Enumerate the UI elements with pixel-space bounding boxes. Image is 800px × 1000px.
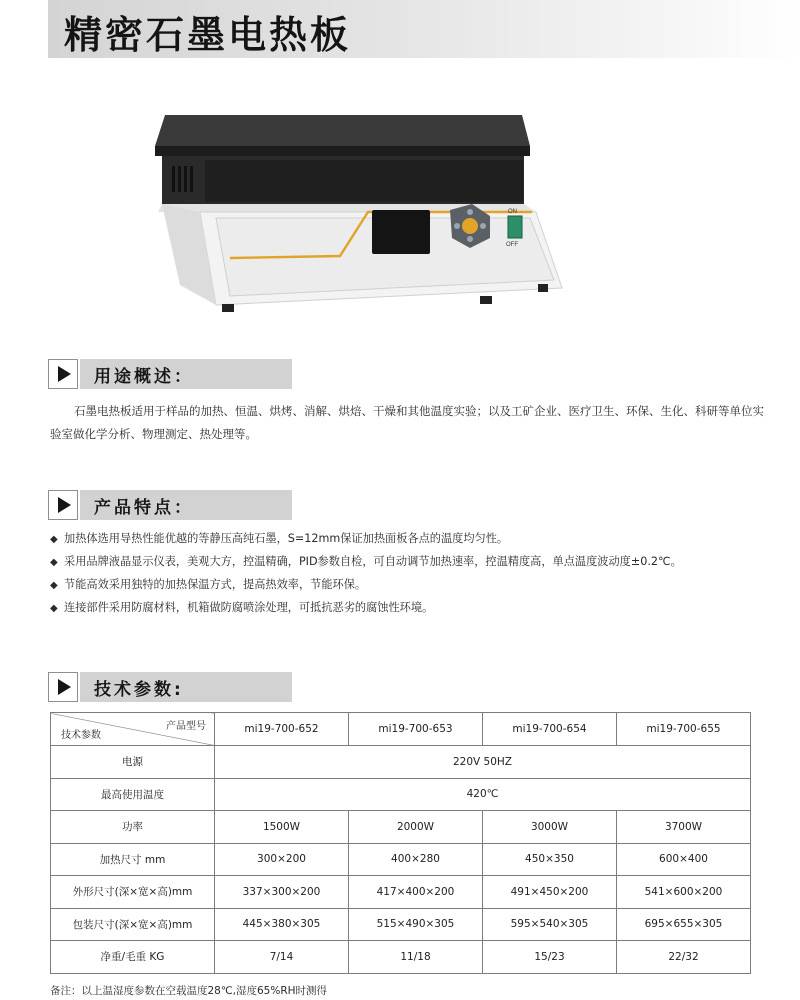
table-cell: 1500W: [215, 811, 349, 844]
table-cell: 3700W: [617, 811, 751, 844]
model-header: mi19-700-654: [483, 713, 617, 746]
model-header: mi19-700-655: [617, 713, 751, 746]
spec-table: [50, 712, 751, 974]
table-cell: 7/14: [215, 941, 349, 974]
switch-on-label: ON: [508, 209, 517, 215]
diamond-bullet-icon: ◆: [50, 534, 58, 545]
table-cell: 300×200: [215, 843, 349, 876]
corner-top-label: 产品型号: [166, 721, 206, 732]
feature-item: ◆ 加热体选用导热性能优越的等静压高纯石墨，S=12mm保证加热面板各点的温度均匀性。: [50, 528, 790, 551]
row-label: 电源: [51, 746, 215, 779]
feature-item: ◆ 连接部件采用防腐材料，机箱做防腐喷涂处理，可抵抗恶劣的腐蚀性环境。: [50, 597, 790, 620]
table-cell: 22/32: [617, 941, 751, 974]
row-label: 包装尺寸(深×宽×高)mm: [51, 908, 215, 941]
table-cell: 417×400×200: [349, 876, 483, 909]
row-label: 净重/毛重 KG: [51, 941, 215, 974]
usage-heading: 用途概述：: [94, 367, 194, 387]
features-section-header: [48, 490, 292, 520]
table-cell: 595×540×305: [483, 908, 617, 941]
usage-section-header: [48, 359, 292, 389]
row-label: 最高使用温度: [51, 778, 215, 811]
footnote: 备注：以上温湿度参数在空载温度28℃,湿度65%RH时测得: [50, 985, 328, 997]
table-header-row: [51, 713, 751, 746]
model-header: mi19-700-653: [349, 713, 483, 746]
table-row: [51, 876, 751, 909]
table-corner-cell: [51, 713, 215, 746]
table-cell: 3000W: [483, 811, 617, 844]
corner-bottom-label: 技术参数: [61, 730, 101, 741]
diamond-bullet-icon: ◆: [50, 580, 58, 591]
table-row: [51, 778, 751, 811]
feature-item: ◆ 采用品牌液晶显示仪表，美观大方，控温精确，PID参数自检，可自动调节加热速率，控温精度高，单点温度波动度±0.2℃。: [50, 551, 790, 574]
table-cell: 450×350: [483, 843, 617, 876]
table-cell: 11/18: [349, 941, 483, 974]
arrow-right-icon: [48, 359, 78, 389]
switch-off-label: OFF: [506, 242, 518, 248]
table-row: [51, 843, 751, 876]
features-list: [50, 528, 790, 620]
table-cell: 445×380×305: [215, 908, 349, 941]
diamond-bullet-icon: ◆: [50, 603, 58, 614]
graphite-hotplate-image: [150, 100, 590, 330]
merged-value: 220V 50HZ: [215, 746, 751, 779]
row-label: 外形尺寸(深×宽×高)mm: [51, 876, 215, 909]
table-row: [51, 746, 751, 779]
table-cell: 337×300×200: [215, 876, 349, 909]
table-cell: 695×655×305: [617, 908, 751, 941]
table-cell: 600×400: [617, 843, 751, 876]
usage-text: 石墨电热板适用于样品的加热、恒温、烘烤、消解、烘焙、干燥和其他温度实验；以及工矿企业、医疗卫生、环保、生化、科研等单位实验室做化学分析、物理测定、热处理等。: [50, 404, 764, 441]
merged-value: 420℃: [215, 778, 751, 811]
table-row: [51, 941, 751, 974]
table-cell: 515×490×305: [349, 908, 483, 941]
table-cell: 15/23: [483, 941, 617, 974]
feature-item: ◆ 节能高效采用独特的加热保温方式，提高热效率，节能环保。: [50, 574, 790, 597]
arrow-right-icon: [48, 490, 78, 520]
table-row: [51, 811, 751, 844]
arrow-right-icon: [48, 672, 78, 702]
specs-heading: 技术参数:: [94, 680, 184, 700]
table-cell: 2000W: [349, 811, 483, 844]
row-label: 功率: [51, 811, 215, 844]
diamond-bullet-icon: ◆: [50, 557, 58, 568]
row-label: 加热尺寸 mm: [51, 843, 215, 876]
page-title: 精密石墨电热板: [64, 13, 352, 57]
features-heading: 产品特点：: [94, 498, 194, 518]
table-cell: 541×600×200: [617, 876, 751, 909]
table-cell: 491×450×200: [483, 876, 617, 909]
specs-section-header: [48, 672, 292, 702]
usage-paragraph: [50, 400, 770, 446]
table-row: [51, 908, 751, 941]
model-header: mi19-700-652: [215, 713, 349, 746]
table-cell: 400×280: [349, 843, 483, 876]
